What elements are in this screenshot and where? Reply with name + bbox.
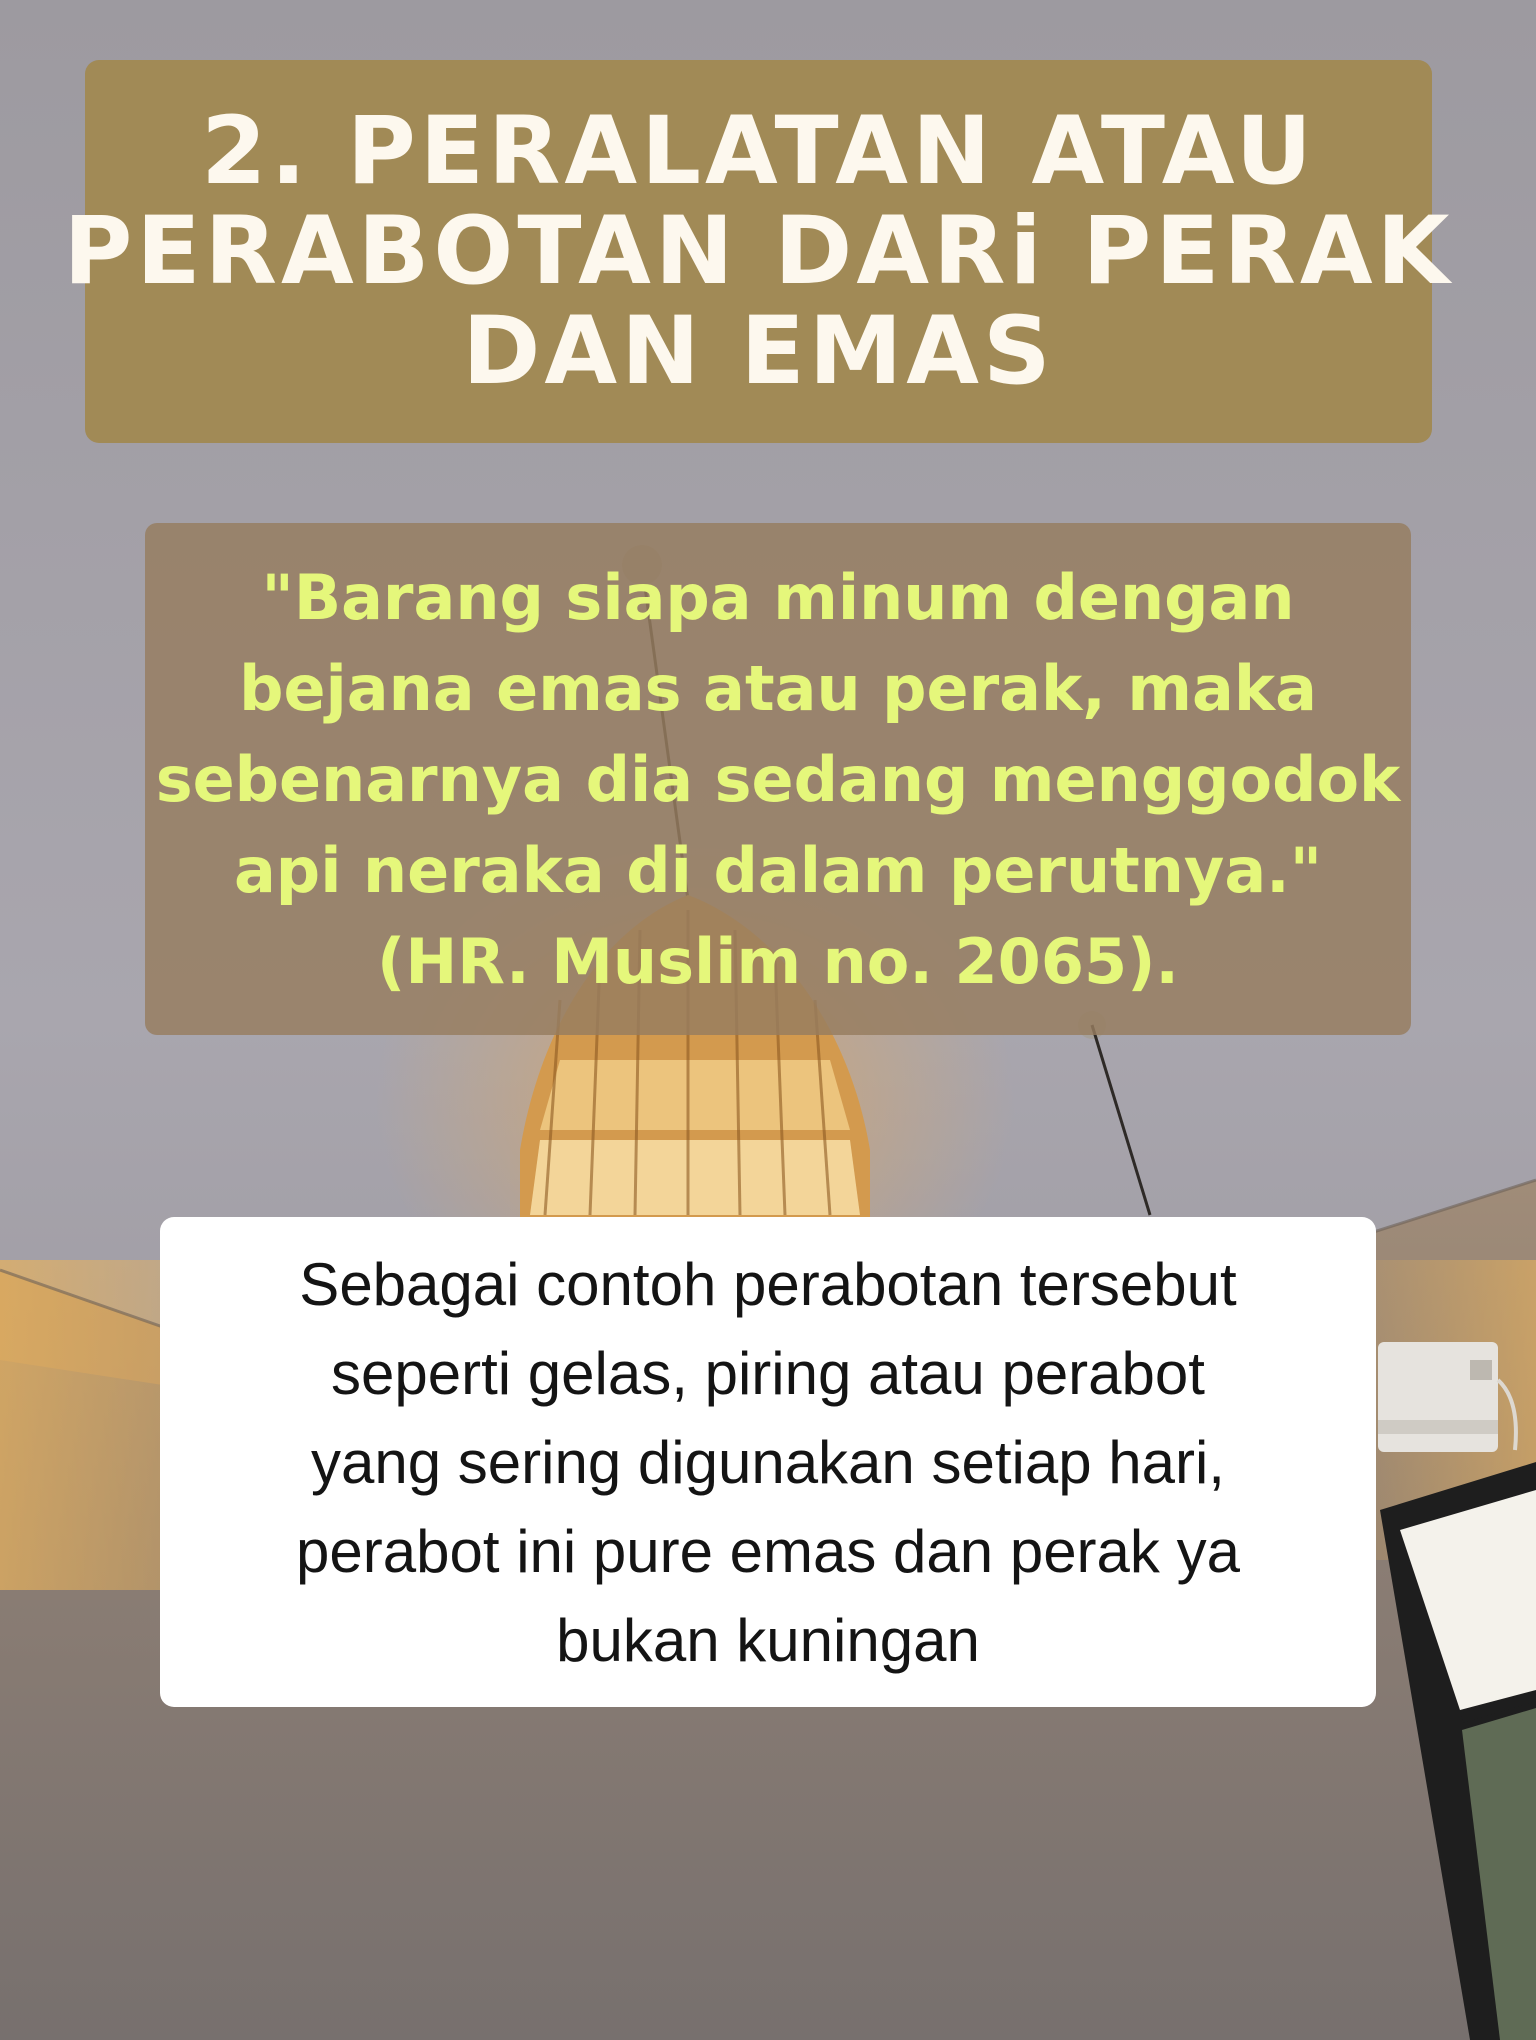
- air-conditioner-icon: [1378, 1342, 1516, 1452]
- quote-line-1: "Barang siapa minum dengan: [261, 560, 1295, 634]
- quote-citation: (HR. Muslim no. 2065).: [376, 924, 1179, 998]
- quote-line-3: sebenarnya dia sedang menggodok: [155, 742, 1401, 816]
- info-line-3: yang sering digunakan setiap hari,: [311, 1428, 1225, 1496]
- title-line-1: 2. PERALATAN ATAU: [201, 96, 1316, 206]
- title-banner: [63, 60, 1454, 443]
- title-line-3: DAN EMAS: [462, 296, 1055, 406]
- quote-line-2: bejana emas atau perak, maka: [239, 651, 1317, 725]
- quote-line-4: api neraka di dalam perutnya.": [233, 833, 1323, 907]
- info-line-2: seperti gelas, piring atau perabot: [331, 1339, 1205, 1407]
- hadith-quote-box: [145, 523, 1411, 1035]
- explanation-card: [160, 1217, 1376, 1707]
- info-line-4: perabot ini pure emas dan perak ya: [296, 1517, 1240, 1585]
- title-line-2: PERABOTAN DARi PERAK: [63, 196, 1454, 306]
- info-line-5: bukan kuningan: [556, 1606, 980, 1674]
- info-line-1: Sebagai contoh perabotan tersebut: [299, 1250, 1237, 1318]
